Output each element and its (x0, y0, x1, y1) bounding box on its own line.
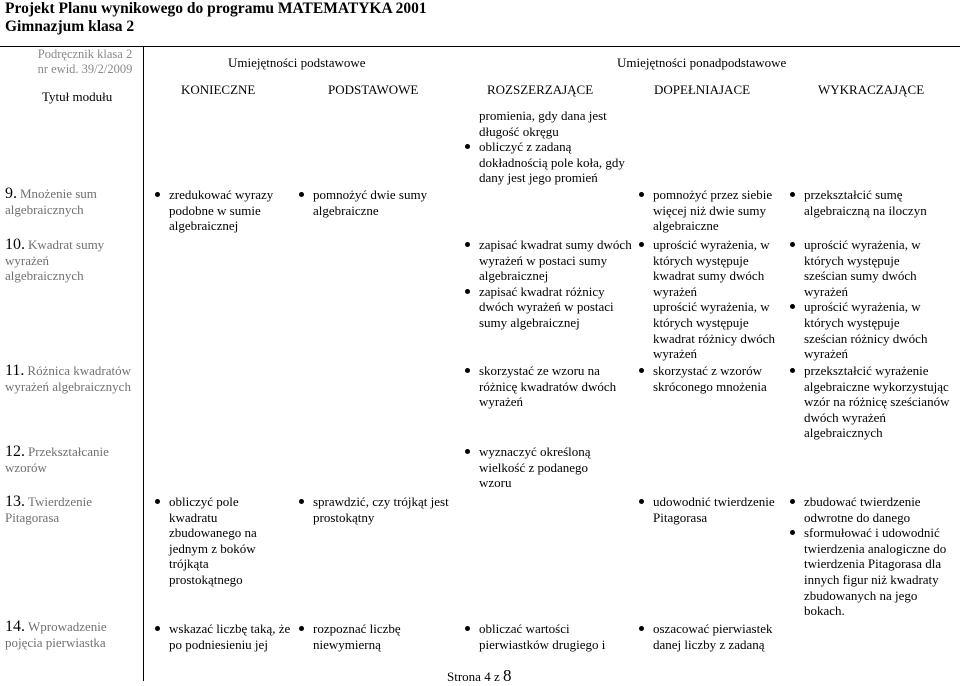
row-11-wykraczajace (787, 363, 952, 441)
skill-item: obliczać wartości pierwiastków drugiego i (462, 621, 622, 652)
row-13-topic (5, 494, 105, 525)
carry-over-bullet: obliczyć z zadaną dokładnością pole koła, gdy dany jest jego promień (462, 139, 632, 186)
textbook-info (30, 47, 140, 77)
row-9-dopelniajace (636, 187, 781, 234)
level-konieczne: KONIECZNE (181, 82, 256, 97)
row-13-konieczne (152, 494, 277, 588)
carry-over-rozszerzajace (462, 108, 632, 186)
document-title (5, 0, 427, 36)
row-title: Przekształcanie wzorów (5, 444, 109, 475)
row-number: 9. (5, 185, 17, 202)
level-podstawowe: PODSTAWOWE (328, 82, 419, 97)
skill-item: obliczyć pole kwadratu zbudowanego na jednym z boków trójkąta prostokątnego (152, 494, 277, 588)
row-12-rozszerzajace (462, 444, 622, 491)
page-footer (447, 666, 511, 686)
row-13-wykraczajace (787, 494, 952, 619)
advanced-skills-header: Umiejętności ponadpodstawowe (617, 55, 787, 70)
row-number: 14. (5, 618, 25, 635)
row-title: Kwadrat sumy wyrażeń algebraicznych (5, 237, 105, 284)
column-divider (143, 46, 144, 681)
row-9-wykraczajace (787, 187, 937, 218)
textbook-line-1: Podręcznik klasa 2 (37, 47, 133, 61)
skill-item: przekształcić wyrażenie algebraiczne wykorzystując wzór na różnicę sześcianów dwóch wyrażeń algebraicznych (787, 363, 952, 441)
row-number: 11. (5, 362, 25, 379)
row-10-rozszerzajace (462, 237, 632, 331)
row-9-podstawowe (296, 187, 446, 218)
skill-item: sformułować i udowodnić twierdzenia analogiczne do twierdzenia Pitagorasa dla innych figur niż kwadraty zbudowanych na jego bokach. (787, 525, 952, 619)
skill-item: zredukować wyrazy podobne w sumie algebraicznej (152, 187, 292, 234)
row-10-dopelniajace (636, 237, 786, 362)
title-line-2: Gimnazjum klasa 2 (5, 18, 135, 35)
level-rozszerzajace: ROZSZERZAJĄCE (487, 82, 594, 97)
row-title: Mnożenie sum algebraicznych (5, 186, 97, 217)
skill-item: wyznaczyć określoną wielkość z podanego wzoru (462, 444, 622, 491)
row-9-konieczne (152, 187, 292, 234)
skill-item: zapisać kwadrat sumy dwóch wyrażeń w postaci sumy algebraicznej (462, 237, 632, 284)
skill-item: przekształcić sumę algebraiczną na iloczyn (787, 187, 937, 218)
row-14-podstawowe (296, 621, 446, 652)
page-number: 4 (484, 669, 491, 684)
row-title: Wprowadzenie pojęcia pierwiastka (5, 619, 107, 650)
title-line-1: Projekt Planu wynikowego do programu MATEMATYKA 2001 (5, 0, 427, 17)
row-10-topic (5, 237, 125, 284)
row-14-dopelniajace (636, 621, 786, 652)
skill-item: skorzystać z wzorów skróconego mnożenia (636, 363, 786, 394)
level-wykraczajace: WYKRACZAJĄCE (818, 82, 925, 97)
row-14-topic (5, 619, 140, 650)
row-14-rozszerzajace (462, 621, 622, 652)
skill-item: rozpoznać liczbę niewymierną (296, 621, 446, 652)
skill-item: udowodnić twierdzenie Pitagorasa (636, 494, 786, 525)
skill-item: pomnożyć przez siebie więcej niż dwie sumy algebraiczne (636, 187, 781, 234)
row-10-wykraczajace (787, 237, 937, 362)
row-11-rozszerzajace (462, 363, 632, 410)
skill-item: zapisać kwadrat różnicy dwóch wyrażeń w postaci sumy algebraicznej (462, 284, 632, 331)
row-11-dopelniajace (636, 363, 786, 394)
basic-skills-header: Umiejętności podstawowe (228, 55, 366, 70)
skill-item: wskazać liczbę taką, że po podniesieniu jej (152, 621, 297, 652)
footer-prefix: Strona (447, 669, 485, 684)
skill-item: sprawdzić, czy trójkąt jest prostokątny (296, 494, 461, 525)
row-9-topic (5, 186, 135, 217)
footer-separator: z (490, 669, 503, 684)
skill-item: uprościć wyrażenia, w których występuje sześcian różnicy dwóch wyrażeń (787, 299, 937, 361)
row-title: Twierdzenie Pitagorasa (5, 494, 93, 525)
page-total: 8 (502, 666, 512, 685)
level-dopelniajace: DOPEŁNIAJACE (654, 82, 751, 97)
row-11-topic (5, 363, 140, 394)
skill-item: oszacować pierwiastek danej liczby z zadaną (636, 621, 786, 652)
skill-item: zbudować twierdzenie odwrotne do danego (787, 494, 952, 525)
skill-item: skorzystać ze wzoru na różnicę kwadratów dwóch wyrażeń (462, 363, 632, 410)
row-number: 13. (5, 493, 25, 510)
row-title: Różnica kwadratów wyrażeń algebraicznych (5, 363, 132, 394)
textbook-line-2: nr ewid. 39/2/2009 (37, 62, 133, 76)
row-12-topic (5, 444, 120, 475)
carry-over-text: promienia, gdy dana jest długość okręgu (479, 108, 607, 139)
row-13-podstawowe (296, 494, 461, 525)
table-top-border (0, 46, 960, 47)
module-title-header: Tytuł modułu (42, 89, 113, 104)
row-13-dopelniajace (636, 494, 786, 525)
skill-item: uprościć wyrażenia, w których występuje kwadrat różnicy dwóch wyrażeń (653, 299, 776, 362)
row-14-konieczne (152, 621, 297, 652)
row-number: 10. (5, 236, 25, 253)
row-number: 12. (5, 443, 25, 460)
skill-item: pomnożyć dwie sumy algebraiczne (296, 187, 446, 218)
skill-item: uprościć wyrażenia, w których występuje sześcian sumy dwóch wyrażeń (787, 237, 937, 299)
skill-item: uprościć wyrażenia, w których występuje kwadrat sumy dwóch wyrażeń (636, 237, 786, 299)
